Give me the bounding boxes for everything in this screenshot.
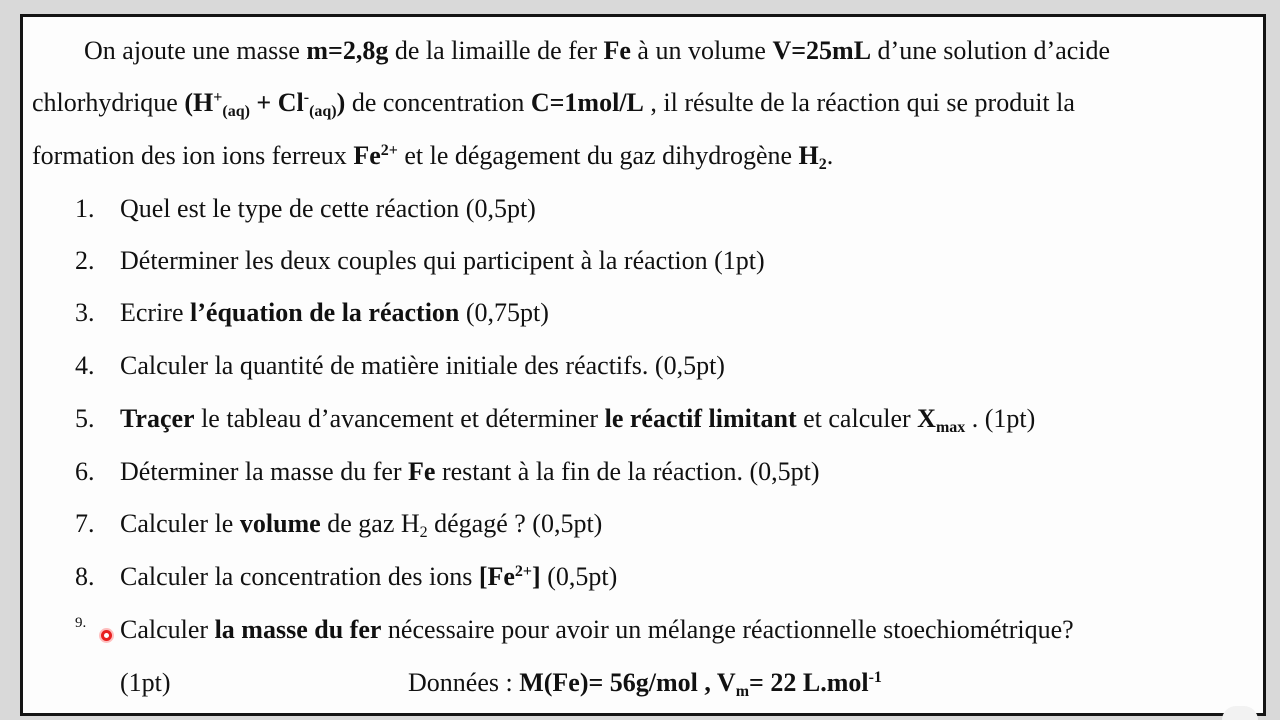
pointer-cursor-icon <box>101 630 112 641</box>
corner-overlay-icon <box>1222 706 1258 720</box>
question-8-number: 8. <box>75 562 95 591</box>
question-7-number: 7. <box>75 509 95 538</box>
volume-value: V=25mL <box>772 36 872 65</box>
question-4-text: Calculer la quantité de matière initiale des réactifs. (0,5pt) <box>120 351 725 380</box>
given-data: Données : M(Fe)= 56g/mol , $V_m= 22$ L.mol$^{-1}$ <box>408 668 882 700</box>
question-9-number: 9. <box>75 615 87 631</box>
question-7-text: Calculer le volume de gaz $H_2$ dégagé ? (0,5pt) <box>120 509 603 541</box>
question-3-number: 3. <box>75 298 95 327</box>
question-1-text: Quel est le type de cette réaction (0,5pt) <box>120 194 536 223</box>
molar-mass-iron: M(Fe)= 56g/mol <box>519 668 698 697</box>
acid-formula: $(H^+_{(aq)} + Cl^-_{(aq)})$ <box>184 88 346 120</box>
mass-value: m=2,8g <box>306 36 389 65</box>
molar-volume: = 22 L.mol <box>749 668 869 697</box>
question-2-text: Déterminer les deux couples qui participent à la réaction (1pt) <box>120 246 765 275</box>
ferrous-concentration: $[Fe^{2+}]$ <box>478 562 541 591</box>
question-2-number: 2. <box>75 246 95 275</box>
question-1-number: 1. <box>75 194 95 223</box>
question-9-text: Calculer la masse du fer nécessaire pour avoir un mélange réactionnelle stoechiométrique? <box>120 615 1074 644</box>
question-5-number: 5. <box>75 404 95 433</box>
iron-symbol: Fe <box>603 36 631 65</box>
ferrous-ion: $Fe^{2+}$ <box>353 141 398 170</box>
question-8-text: Calculer la concentration des ions $[Fe^{2+}]$ (0,5pt) <box>120 562 618 591</box>
question-6-text: Déterminer la masse du fer Fe restant à la fin de la réaction. (0,5pt) <box>120 457 820 486</box>
intro-line-3: formation des ion ions ferreux $Fe^{2+}$ et le dégagement du gaz dihydrogène $H_2$. <box>32 141 834 173</box>
question-6-number: 6. <box>75 457 95 486</box>
intro-line-2: chlorhydrique $(H^+_{(aq)} + Cl^-_{(aq)})$ de concentration C=1mol/L , il résulte de la réaction qui se produit la <box>32 88 1075 120</box>
concentration-value: C=1mol/L <box>530 88 644 117</box>
xmax-symbol: $X_{max}$ <box>917 404 966 436</box>
question-4-number: 4. <box>75 351 95 380</box>
intro-line-1: On ajoute une masse m=2,8g de la limaille de fer Fe à un volume V=25mL d’une solution d’acide <box>84 36 1111 65</box>
question-9-points: (1pt) <box>120 668 171 697</box>
question-5-text: Traçer le tableau d’avancement et déterminer le réactif limitant et calculer $X_{max}$ . (1pt) <box>120 404 1036 436</box>
dihydrogen-formula: $H_2$ <box>798 141 827 173</box>
question-3-text: Ecrire l’équation de la réaction (0,75pt) <box>120 298 549 327</box>
